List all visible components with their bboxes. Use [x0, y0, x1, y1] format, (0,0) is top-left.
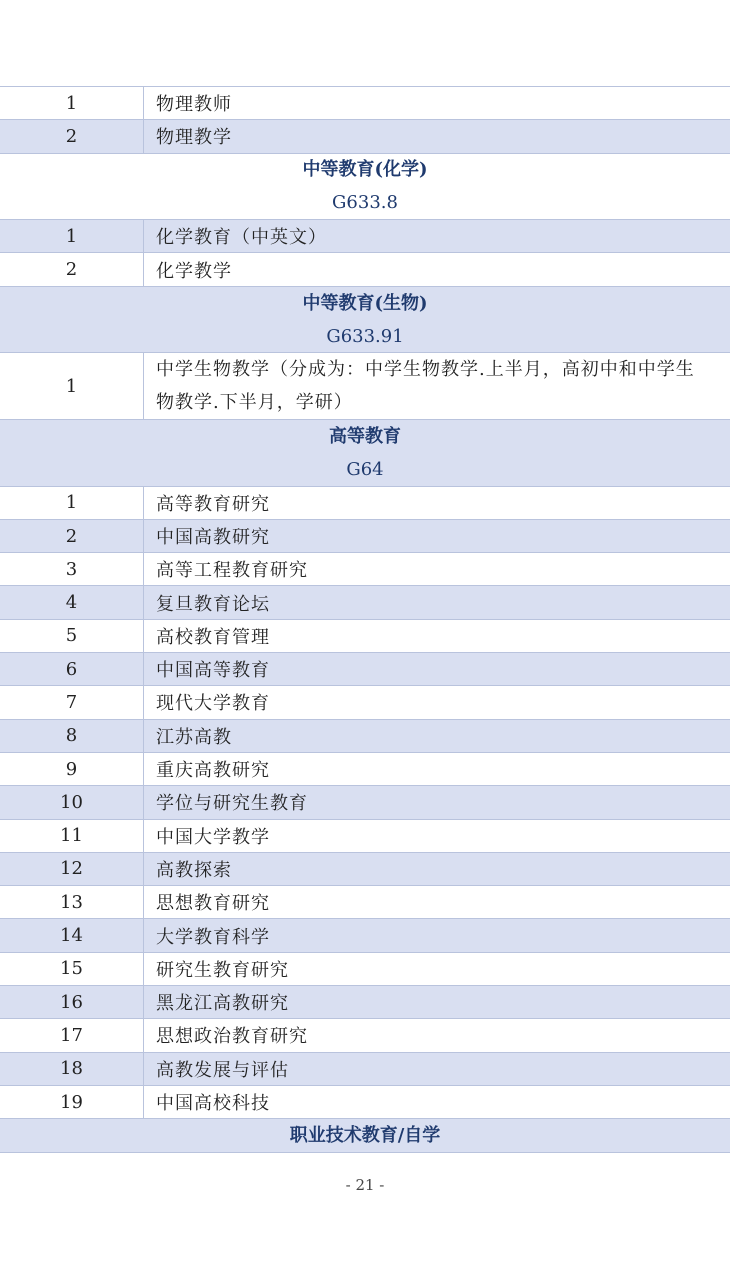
row-number: 1: [0, 220, 144, 252]
row-number: 15: [0, 953, 144, 985]
table-row: [0, 686, 730, 719]
row-number: 14: [0, 919, 144, 951]
section-code: G64: [346, 458, 384, 480]
journal-name-line: 中学生物教学（分成为：中学生物教学.上半月，高初中和中学生: [156, 359, 695, 381]
table-row: [0, 786, 730, 819]
table-row: [0, 986, 730, 1019]
journal-name: 黑龙江高教研究: [156, 993, 289, 1015]
section-header-chemistry: [0, 154, 730, 221]
row-number: 11: [0, 820, 144, 852]
row-number: 2: [0, 253, 144, 285]
journal-name: 高校教育管理: [156, 626, 270, 648]
section-title: 高等教育: [329, 425, 401, 447]
journal-name: 重庆高教研究: [156, 760, 270, 782]
table-row: [0, 720, 730, 753]
journal-name: 思想教育研究: [156, 893, 270, 915]
section-code: G633.91: [326, 325, 404, 347]
row-number: 4: [0, 586, 144, 618]
table-row: [0, 1053, 730, 1086]
section-header-higher-education: [0, 420, 730, 487]
table-row: [0, 953, 730, 986]
table-row: [0, 620, 730, 653]
section-title: 中等教育(化学): [302, 159, 428, 181]
journal-name: 高教探索: [156, 859, 232, 881]
journal-name: 江苏高教: [156, 726, 232, 748]
journal-name: 复旦教育论坛: [156, 593, 270, 615]
journal-name: 大学教育科学: [156, 926, 270, 948]
table-row: [0, 220, 730, 253]
journal-name: 中国高等教育: [156, 660, 270, 682]
table-row: [0, 1086, 730, 1119]
journal-name: 物理教学: [156, 127, 232, 149]
table-row: [0, 586, 730, 619]
section-title: 职业技术教育/自学: [289, 1124, 441, 1146]
row-number: 1: [0, 353, 144, 419]
table-row: [0, 87, 730, 120]
row-number: 3: [0, 553, 144, 585]
table-row: [0, 253, 730, 286]
table-row: [0, 853, 730, 886]
row-number: 1: [0, 87, 144, 119]
section-header-vocational: [0, 1119, 730, 1152]
journal-name: 物理教师: [156, 94, 232, 116]
table-row: [0, 353, 730, 420]
row-number: 19: [0, 1086, 144, 1118]
table-row: [0, 520, 730, 553]
row-number: 10: [0, 786, 144, 818]
row-number: 9: [0, 753, 144, 785]
table-row: [0, 820, 730, 853]
table-row: [0, 886, 730, 919]
section-header-biology: [0, 287, 730, 354]
row-number: 18: [0, 1053, 144, 1085]
journal-name: 学位与研究生教育: [156, 793, 308, 815]
journal-name: 高等教育研究: [156, 493, 270, 515]
table-row: [0, 120, 730, 153]
journal-name: 思想政治教育研究: [156, 1026, 308, 1048]
table-row: [0, 487, 730, 520]
table-row: [0, 653, 730, 686]
journal-name: 中国高校科技: [156, 1093, 270, 1115]
table-row: [0, 1019, 730, 1052]
section-code: G633.8: [332, 192, 398, 214]
row-number: 16: [0, 986, 144, 1018]
row-number: 12: [0, 853, 144, 885]
journal-name: 研究生教育研究: [156, 959, 289, 981]
row-number: 5: [0, 620, 144, 652]
row-number: 17: [0, 1019, 144, 1051]
journal-name: [144, 353, 730, 419]
page-number: - 21 -: [345, 1176, 385, 1194]
row-number: 7: [0, 686, 144, 718]
table-row: [0, 553, 730, 586]
section-title: 中等教育(生物): [302, 292, 428, 314]
journal-name: 化学教育（中英文）: [156, 227, 327, 249]
journal-table: [0, 86, 730, 1153]
table-row: [0, 919, 730, 952]
journal-name: 化学教学: [156, 260, 232, 282]
journal-name: 中国大学教学: [156, 826, 270, 848]
row-number: 2: [0, 120, 144, 152]
journal-name-line: 物教学.下半月，学研）: [156, 392, 353, 414]
journal-name: 高教发展与评估: [156, 1059, 289, 1081]
row-number: 1: [0, 487, 144, 519]
journal-name: 中国高教研究: [156, 527, 270, 548]
row-number: 6: [0, 653, 144, 685]
row-number: 8: [0, 720, 144, 752]
row-number: 2: [0, 520, 144, 552]
row-number: 13: [0, 886, 144, 918]
journal-name: 高等工程教育研究: [156, 560, 308, 582]
table-row: [0, 753, 730, 786]
journal-name: 现代大学教育: [156, 693, 270, 715]
